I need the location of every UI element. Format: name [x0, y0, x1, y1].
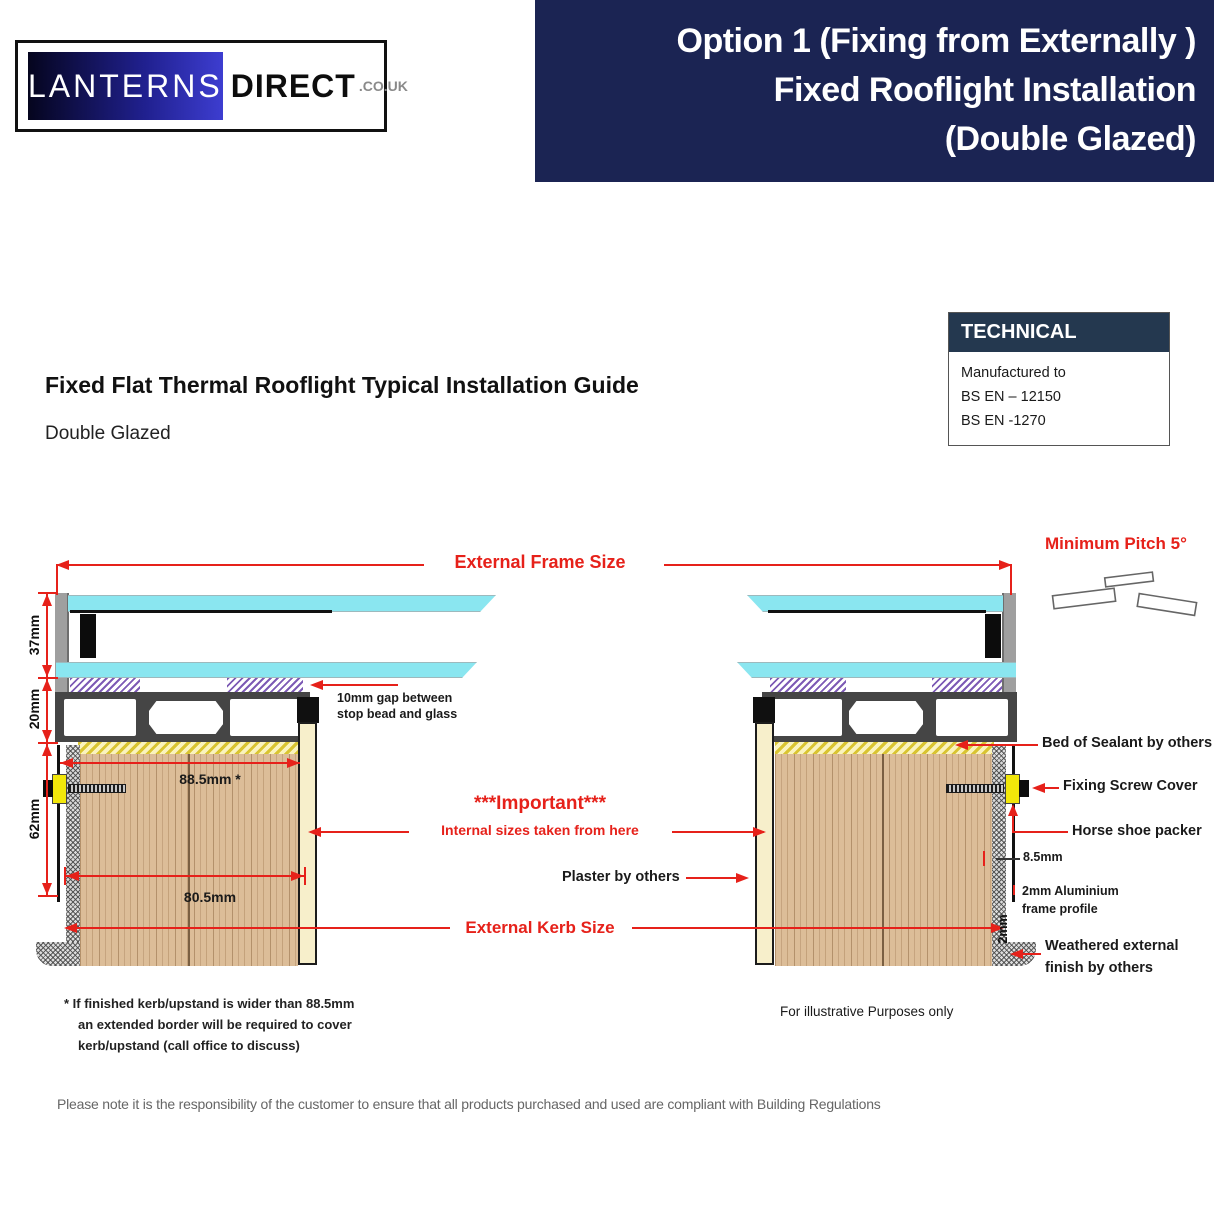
horse-shoe-packer-arrow	[1008, 804, 1018, 816]
dim-80mm-tick-right	[304, 867, 306, 885]
weathering-foot-left	[36, 942, 80, 966]
bed-sealant-arrow	[955, 740, 968, 750]
fixing-screw-cover-right	[1019, 780, 1029, 797]
gap-label-line1: 10mm gap between	[337, 691, 453, 705]
internal-sizes-arrow-left	[308, 827, 321, 837]
glazing-spacer-bar-right	[985, 614, 1001, 658]
dim-80mm-arrow-left	[66, 871, 79, 881]
glazing-cavity-line-right	[768, 610, 986, 613]
frame-chamber-right-1	[772, 699, 842, 736]
efs-line-left	[56, 564, 424, 566]
footnote-line-3: kerb/upstand (call office to discuss)	[78, 1038, 300, 1053]
frame-chamber-right-2	[936, 699, 1008, 736]
plaster-arrow	[736, 873, 749, 883]
fixing-screw-cover-label: Fixing Screw Cover	[1063, 778, 1198, 794]
lanterns-direct-logo	[15, 40, 408, 132]
fixing-screw-thread-right	[946, 784, 1004, 793]
page-subtitle: Double Glazed	[45, 423, 171, 444]
dim-88mm-line	[60, 762, 300, 764]
dim-8-5mm-tick	[983, 851, 985, 866]
dim-62mm-arrow-bottom	[42, 883, 52, 895]
internal-sizes-line-left	[311, 831, 409, 833]
illustrative-note: For illustrative Purposes only	[780, 1004, 954, 1019]
fixing-screw-thread-left	[68, 784, 126, 793]
dim-62mm-arrow-top	[42, 744, 52, 756]
gap-callout-line	[313, 684, 398, 686]
horse-shoe-packer-right	[1005, 774, 1020, 804]
dim-88mm-label: 88.5mm *	[179, 771, 241, 787]
dim-8-5mm-label: 8.5mm	[1023, 850, 1063, 864]
dim-20mm-arrow-top	[42, 679, 52, 691]
dim-88mm-arrow-right	[287, 758, 300, 768]
frame-chamber-left-mid	[149, 701, 223, 734]
technical-title: TECHNICAL	[949, 313, 1169, 352]
glazing-spacer-bar-left	[80, 614, 96, 658]
compliance-disclaimer: Please note it is the responsibility of the customer to ensure that all products purchased and used are compliant with Building Regulations	[57, 1096, 881, 1112]
efs-line-right	[664, 564, 1012, 566]
internal-sizes-arrow-right	[753, 827, 766, 837]
footnote-line-2: an extended border will be required to cover	[78, 1017, 352, 1032]
gasket-hatch-right-outer	[932, 678, 1002, 692]
bed-sealant-label: Bed of Sealant by others	[1042, 735, 1213, 751]
logo-blue-panel	[28, 52, 223, 120]
horse-shoe-packer-left	[52, 774, 67, 804]
fixing-screw-cover-arrow	[1032, 783, 1045, 793]
kerb-joint-line-right	[882, 754, 884, 966]
important-label: ***Important***	[474, 793, 606, 814]
fixing-screw-cover-left	[43, 780, 53, 797]
stop-bead-clip-left	[297, 697, 319, 723]
external-kerb-size-label: External Kerb Size	[465, 918, 615, 937]
logo-lanterns-text: LANTERNS	[28, 67, 223, 104]
internal-sizes-label: Internal sizes taken from here	[441, 822, 639, 838]
technical-line-2: BS EN – 12150	[961, 389, 1061, 405]
banner-line-2: Fixed Rooflight Installation	[773, 71, 1196, 109]
weathering-strip-left	[66, 745, 80, 945]
logo-direct-text: DIRECT	[230, 67, 356, 104]
dim-80mm-arrow-right	[291, 871, 304, 881]
weathered-arrow	[1010, 949, 1023, 959]
glass-pane-bottom-right	[737, 662, 1016, 678]
dim-tick	[38, 895, 58, 897]
dim-2mm-vertical-label: 2mm	[996, 914, 1010, 944]
technical-line-1: Manufactured to	[961, 365, 1066, 381]
external-frame-size-label: External Frame Size	[454, 552, 626, 572]
gasket-hatch-left-outer	[70, 678, 140, 692]
horse-shoe-packer-leader-h	[1012, 831, 1068, 833]
kerb-size-arrow-left	[64, 923, 77, 933]
gap-callout-arrow	[310, 680, 323, 690]
dim-20mm-arrow-bottom	[42, 730, 52, 742]
aluminium-profile-line-left	[57, 745, 60, 902]
gasket-hatch-right-inner	[770, 678, 846, 692]
kerb-size-line-right	[632, 927, 1002, 929]
dim-37mm-arrow-bottom	[42, 665, 52, 677]
glass-pane-bottom-left	[56, 662, 477, 678]
dim-62mm-line	[46, 744, 48, 895]
alu-profile-label-line1: 2mm Aluminium	[1022, 884, 1119, 898]
bed-sealant-line	[958, 744, 1038, 746]
min-pitch-icon	[1050, 566, 1200, 628]
efs-arrow-right	[999, 560, 1012, 570]
dim-62mm-label: 62mm	[26, 798, 42, 840]
footnote-line-1: * If finished kerb/upstand is wider than 88.5mm	[64, 996, 355, 1011]
plaster-line	[686, 877, 742, 879]
efs-arrow-left	[56, 560, 69, 570]
banner-line-3: (Double Glazed)	[944, 120, 1196, 158]
frame-chamber-left-2	[230, 699, 300, 736]
dim-37mm-label: 37mm	[26, 614, 42, 656]
internal-sizes-line-right	[672, 831, 764, 833]
glazing-cavity-line-left	[70, 610, 332, 613]
dim-20mm-label: 20mm	[26, 688, 42, 730]
gasket-hatch-left-inner	[227, 678, 303, 692]
dim-80mm-label: 80.5mm	[183, 889, 237, 905]
header-banner	[535, 0, 1214, 182]
horse-shoe-packer-label: Horse shoe packer	[1072, 823, 1202, 839]
page-title: Fixed Flat Thermal Rooflight Typical Installation Guide	[45, 372, 639, 398]
weathered-label-line2: finish by others	[1045, 960, 1153, 976]
banner-line-1: Option 1 (Fixing from Externally )	[676, 22, 1196, 60]
kerb-size-line-left	[66, 927, 450, 929]
min-pitch-label: Minimum Pitch 5°	[1045, 534, 1187, 553]
stop-bead-clip-right	[753, 697, 775, 723]
plaster-label: Plaster by others	[562, 869, 680, 885]
alu-profile-tick	[1013, 885, 1015, 895]
weathered-label-line1: Weathered external	[1045, 938, 1179, 954]
dim-37mm-arrow-top	[42, 594, 52, 606]
dim-8-5mm-line	[996, 858, 1020, 860]
alu-profile-label-line2: frame profile	[1022, 902, 1098, 916]
frame-chamber-right-mid	[849, 701, 923, 734]
gap-label-line2: stop bead and glass	[337, 707, 458, 721]
technical-line-3: BS EN -1270	[961, 413, 1046, 429]
dim-88mm-arrow-left	[60, 758, 73, 768]
logo-tld-text: .CO.UK	[358, 78, 408, 94]
technical-box	[948, 312, 1170, 446]
dim-80mm-line	[66, 875, 304, 877]
frame-chamber-left-1	[64, 699, 136, 736]
